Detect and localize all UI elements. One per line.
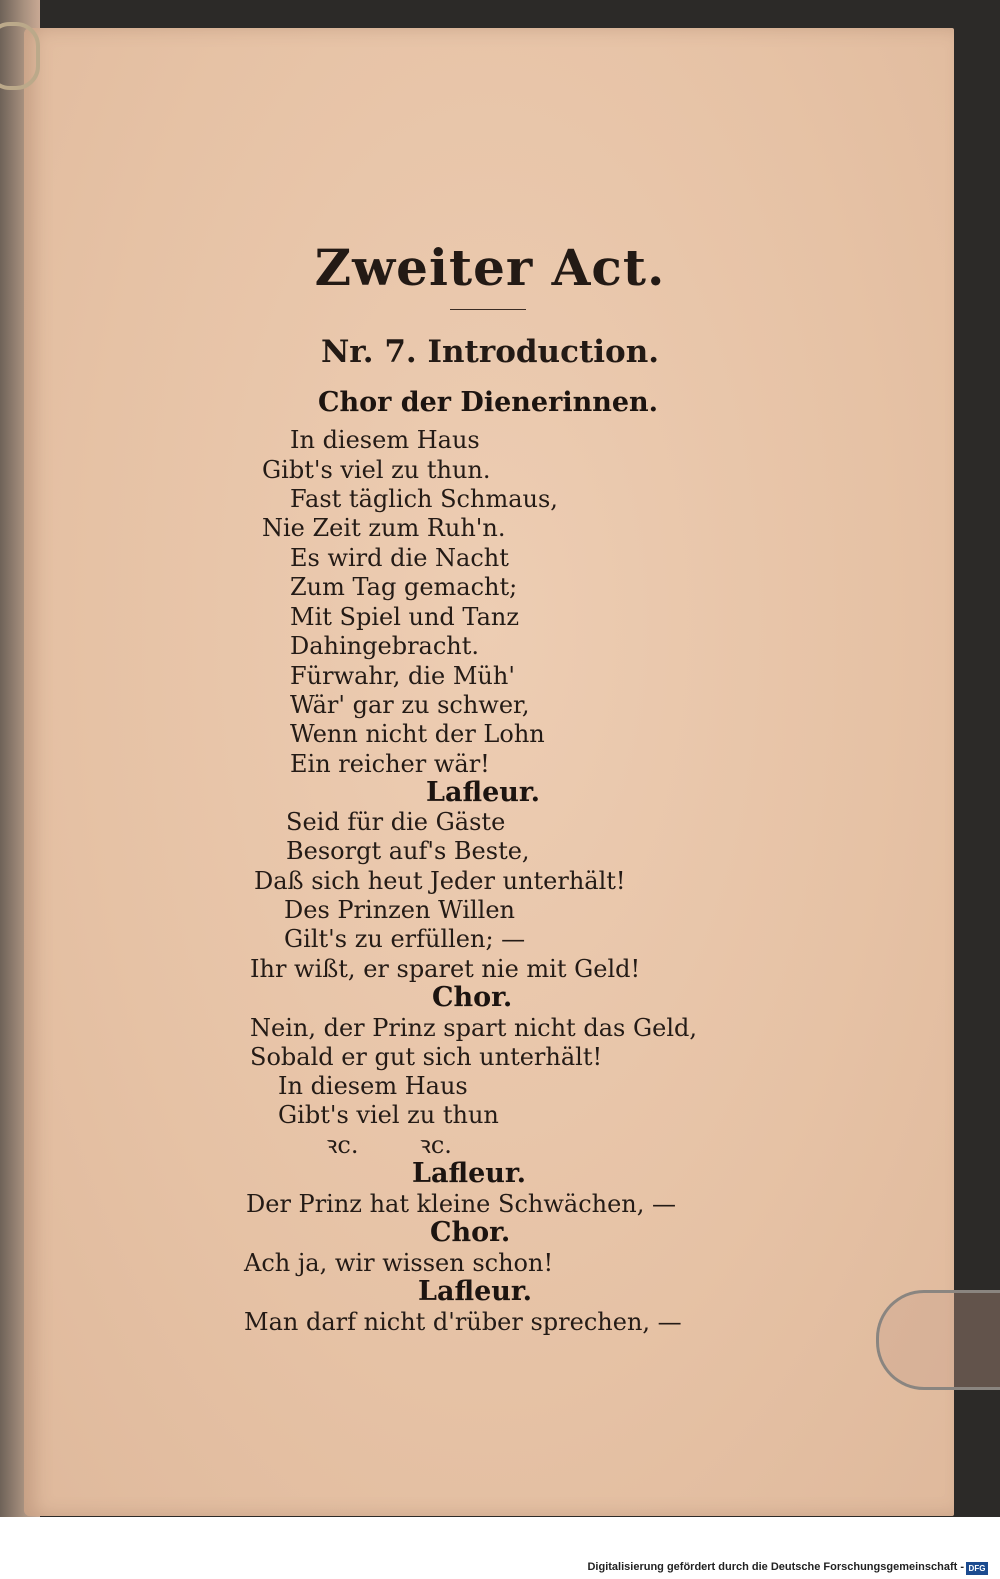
- speaker-heading: Chor.: [430, 1217, 511, 1248]
- verse-line: Zum Tag gemacht;: [290, 573, 518, 601]
- verse-line: Gibt's viel zu thun.: [262, 456, 491, 484]
- verse-line: Sobald er gut sich unterhält!: [250, 1043, 603, 1071]
- verse-line: Man darf nicht d'rüber sprechen, —: [244, 1308, 682, 1336]
- verse-line: Mit Spiel und Tanz: [290, 603, 519, 631]
- binding-ring: [0, 22, 40, 90]
- verse-line: Ach ja, wir wissen schon!: [244, 1249, 554, 1277]
- dfg-logo: DFG: [966, 1562, 988, 1575]
- title-divider: [450, 309, 526, 310]
- number-heading: Nr. 7. Introduction.: [320, 334, 660, 370]
- verse-line: Fürwahr, die Müh': [290, 662, 515, 690]
- speaker-heading: Lafleur.: [412, 1158, 527, 1189]
- speaker-heading: Lafleur.: [426, 777, 541, 808]
- page-clip: [876, 1290, 1000, 1390]
- verse-line: ꝛc. ꝛc.: [326, 1131, 452, 1159]
- verse-line: Nie Zeit zum Ruh'n.: [262, 514, 506, 542]
- verse-line: Der Prinz hat kleine Schwächen, —: [246, 1190, 677, 1218]
- speaker-heading: Chor der Dienerinnen.: [318, 387, 659, 418]
- verse-line: In diesem Haus: [278, 1072, 468, 1100]
- verse-line: Daß sich heut Jeder unterhält!: [254, 867, 626, 895]
- verse-line: Gilt's zu erfüllen; —: [284, 925, 526, 953]
- verse-line: Seid für die Gäste: [286, 808, 506, 836]
- verse-line: Ihr wißt, er sparet nie mit Geld!: [250, 955, 641, 983]
- verse-line: Des Prinzen Willen: [284, 896, 516, 924]
- digitization-credit: Digitalisierung gefördert durch die Deutsche Forschungsgemeinschaft -: [587, 1561, 964, 1573]
- act-title: Zweiter Act.: [314, 238, 666, 297]
- verse-line: In diesem Haus: [290, 426, 480, 454]
- verse-line: Gibt's viel zu thun: [278, 1101, 499, 1129]
- verse-line: Nein, der Prinz spart nicht das Geld,: [250, 1014, 697, 1042]
- verse-line: Fast täglich Schmaus,: [290, 485, 558, 513]
- verse-line: Wär' gar zu schwer,: [290, 691, 530, 719]
- speaker-heading: Chor.: [432, 982, 513, 1013]
- speaker-heading: Lafleur.: [418, 1276, 533, 1307]
- verse-line: Wenn nicht der Lohn: [290, 720, 545, 748]
- verse-line: Es wird die Nacht: [290, 544, 509, 572]
- verse-line: Dahingebracht.: [290, 632, 480, 660]
- verse-line: Ein reicher wär!: [290, 750, 490, 778]
- verse-line: Besorgt auf's Beste,: [286, 837, 530, 865]
